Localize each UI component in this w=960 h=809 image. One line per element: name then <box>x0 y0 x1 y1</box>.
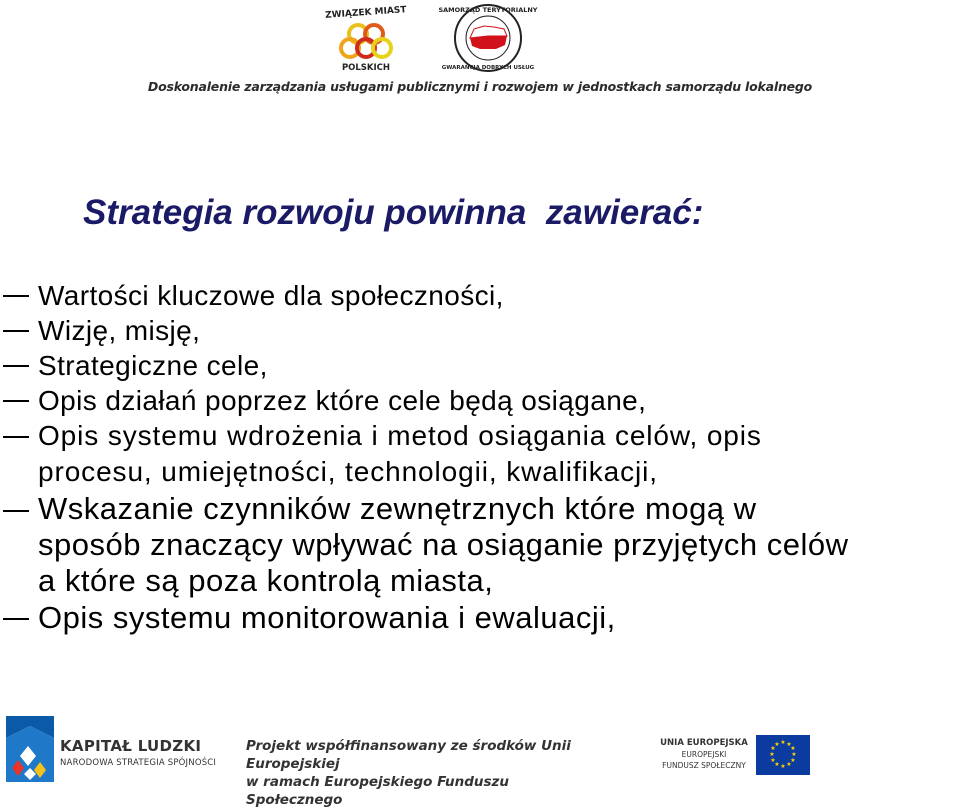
svg-text:★: ★ <box>790 745 796 752</box>
svg-text:★: ★ <box>774 741 780 748</box>
bullet-item <box>0 383 960 418</box>
svg-text:★: ★ <box>786 741 792 748</box>
svg-text:★: ★ <box>769 751 775 758</box>
dash-bullet-icon <box>3 365 29 367</box>
kapital-ludzki-subtitle: NARODOWA STRATEGIA SPÓJNOŚCI <box>60 758 217 768</box>
svg-text:ZWIĄZEK MIAST: ZWIĄZEK MIAST <box>324 5 407 21</box>
bullet-item <box>0 491 960 599</box>
dash-bullet-icon <box>3 510 29 512</box>
bullet-text: Opis systemu wdrożenia i metod osiągania celów, opis procesu, umiejętności, technologii, kwalifikacji, <box>38 420 762 487</box>
bullet-item <box>0 278 960 313</box>
eu-label-line3: FUNDUSZ SPOŁECZNY <box>662 761 746 770</box>
svg-text:★: ★ <box>780 763 786 770</box>
eu-flag-icon <box>756 735 810 775</box>
svg-text:★: ★ <box>770 757 776 764</box>
bullet-text: Opis systemu monitorowania i ewaluacji, <box>38 600 616 635</box>
svg-text:★: ★ <box>790 757 796 764</box>
bullet-list <box>0 278 960 637</box>
bullet-item <box>0 599 960 637</box>
project-funding-text: Projekt współfinansowany ze środków Unii Europejskiej w ramach Europejskiego Funduszu Społecznego <box>246 738 571 808</box>
svg-text:★: ★ <box>786 761 792 768</box>
bullet-text: Strategiczne cele, <box>38 350 268 381</box>
kapital-ludzki-emblem-icon <box>6 716 54 782</box>
samorzad-terytorialny-logo <box>438 2 538 74</box>
eu-label-line1: UNIA EUROPEJSKA <box>660 738 748 748</box>
svg-text:SAMORZĄD TERYTORIALNY: SAMORZĄD TERYTORIALNY <box>438 6 538 14</box>
header-tagline: Doskonalenie zarządzania usługami publicznymi i rozwojem w jednostkach samorządu lokalnego <box>147 79 813 94</box>
bullet-item <box>0 418 960 490</box>
bullet-text: Opis działań poprzez które cele będą osiągane, <box>38 385 647 416</box>
bullet-item <box>0 348 960 383</box>
svg-text:★: ★ <box>780 739 786 746</box>
svg-text:★: ★ <box>791 751 797 758</box>
svg-text:★: ★ <box>774 761 780 768</box>
svg-text:POLSKICH: POLSKICH <box>341 63 391 73</box>
dash-bullet-icon <box>3 330 29 332</box>
bullet-text: Wskazanie czynników zewnętrznych które mogą w sposób znaczący wpływać na osiąganie przyjętych celów a które są poza kontrolą miasta, <box>38 491 849 598</box>
slide-title: Strategia rozwoju powinna zawierać: <box>83 193 704 232</box>
zwiazek-miast-polskich-logo <box>318 2 414 74</box>
eu-label-line2: EUROPEJSKI <box>681 750 727 759</box>
bullet-text: Wartości kluczowe dla społeczności, <box>38 280 504 311</box>
svg-text:GWARANCJA DOBRYCH USŁUG: GWARANCJA DOBRYCH USŁUG <box>441 65 535 71</box>
dash-bullet-icon <box>3 400 29 402</box>
dash-bullet-icon <box>3 436 29 438</box>
dash-bullet-icon <box>3 295 29 297</box>
dash-bullet-icon <box>3 618 29 620</box>
kapital-ludzki-title: KAPITAŁ LUDZKI <box>60 737 202 755</box>
eu-fund-label <box>656 738 752 771</box>
bullet-text: Wizję, misję, <box>38 315 201 346</box>
svg-text:★: ★ <box>770 745 776 752</box>
bullet-item <box>0 313 960 348</box>
